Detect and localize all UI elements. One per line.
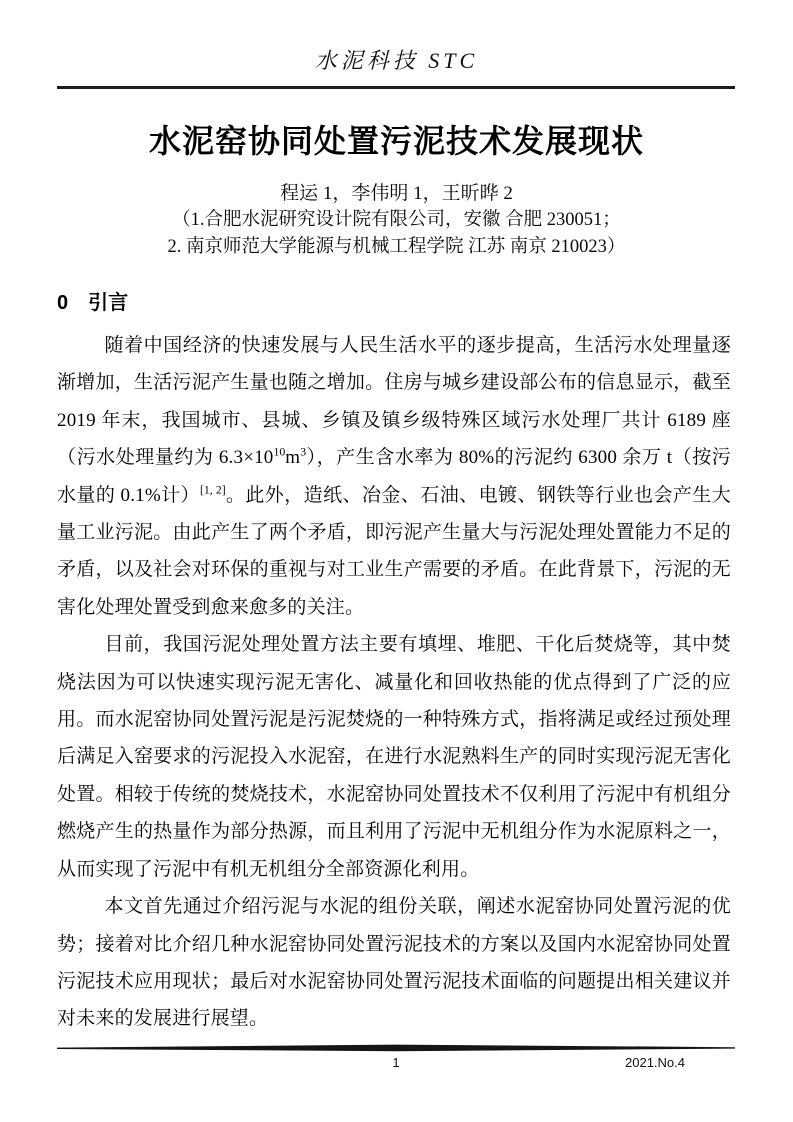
body-paragraphs [57,327,731,1038]
paragraph-text: 。此外，造纸、冶金、石油、电镀、钢铁等行业也会产生大量工业污泥。由此产生了两个矛盾，即污泥产生量大与污泥处理处置能力不足的矛盾，以及社会对环保的重视与对工业生产需要的矛盾。在此背景下，污泥的无害化处理处置受到愈来愈多的关注。 [57,484,731,618]
paragraph-text: ），产生含水率为 80%的污泥约 6300 余万 t（按污水量的 0.1%计） [57,447,731,506]
authors-line: 程运 1，李伟明 1，王昕晔 2 [280,183,513,204]
paragraph [57,888,731,1038]
superscript-text: 3 [300,445,307,459]
section-number: 0 [57,292,69,314]
footer-rule [57,1044,735,1052]
affiliation-line-1: （1.合肥水泥研究设计院有限公司，安徽 合肥 230051； [172,210,621,230]
superscript-text: 10 [273,445,286,459]
section-title: 引言 [88,292,129,314]
affiliation-line-2: 2. 南京师范大学能源与机械工程学院 江苏 南京 210023） [167,237,626,257]
section-heading [57,289,736,317]
paragraph-text: 目前，我国污泥处理处置方法主要有填埋、堆肥、干化后焚烧等，其中焚烧法因为可以快速实现污泥无害化、减量化和回收热能的优点得到了广泛的应用。而水泥窑协同处置污泥是污泥焚烧的一种特殊方式，指将满足或经过预处理后满足入窑要求的污泥投入水泥窑，在进行水泥熟料生产的同时实现污泥无害化处置。相较于传统的焚烧技术，水泥窑协同处置技术不仅利用了污泥中有机组分燃烧产生的热量作为部分热源，而且利用了污泥中无机组分作为水泥原料之一，从而实现了污泥中有机无机组分全部资源化利用。 [57,634,731,880]
issue-label: 2021.No.4 [625,1055,685,1070]
paragraph [57,327,731,626]
header-rule [57,86,735,89]
footer-row [57,1053,735,1073]
page-number: 1 [392,1055,400,1070]
article-title: 水泥窑协同处置污泥技术发展现状 [148,123,644,159]
page-footer [57,1044,735,1073]
paragraph-text: 本文首先通过介绍污泥与水泥的组份关联，阐述水泥窑协同处置污泥的优势；接着对比介绍几种水泥窑协同处置污泥技术的方案以及国内水泥窑协同处置污泥技术应用现状；最后对水泥窑协同处置污泥技术面临的问题提出相关建议并对未来的发展进行展望。 [57,896,731,1030]
superscript-text: [1, 2] [199,483,226,497]
paragraph-text: m [285,447,301,469]
paragraph [57,626,731,888]
journal-name: 水泥科技 STC [314,48,479,73]
paragraph-text: 随着中国经济的快速发展与人民生活水平的逐步提高，生活污水处理量逐渐增加，生活污泥产生量也随之增加。住房与城乡建设部公布的信息显示，截至 2019 年末，我国城市、县城、乡镇及镇乡级特殊区域污水处理厂共计 6189 座（污水处理量约为 6.3×10 [57,335,731,469]
